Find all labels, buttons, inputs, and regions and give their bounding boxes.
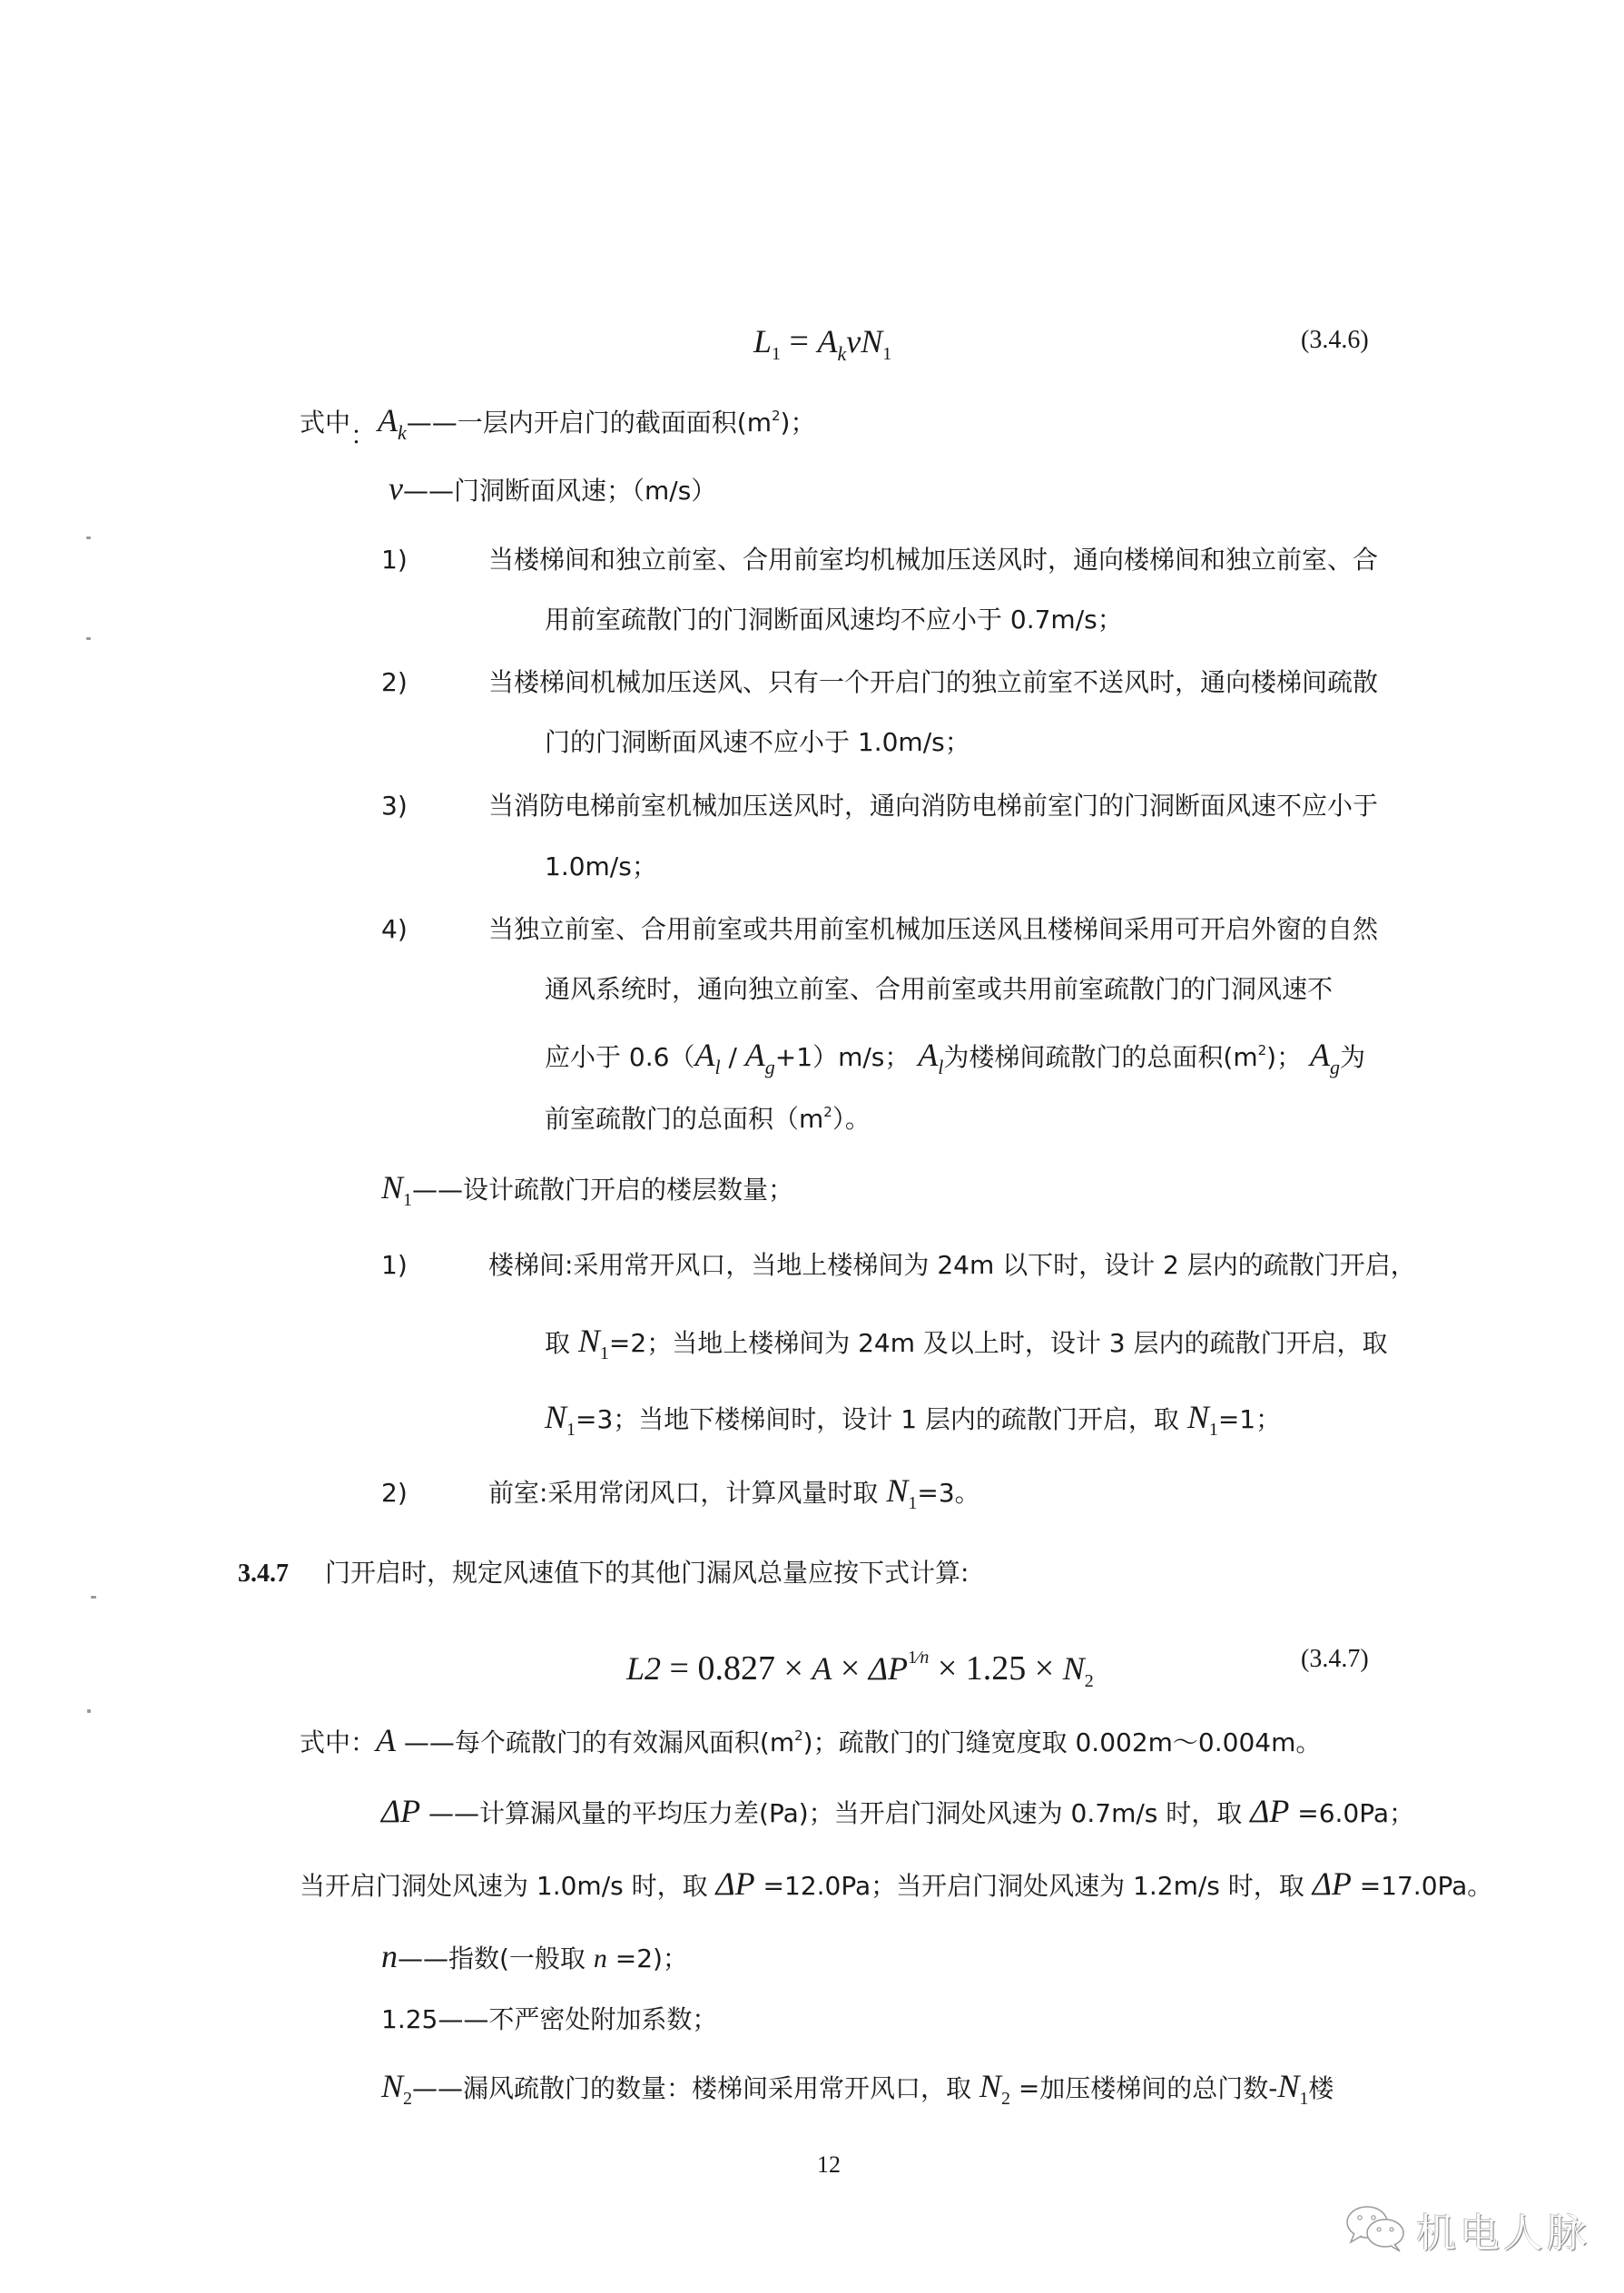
subscript: 1 <box>403 1190 413 1210</box>
scan-speck <box>86 536 91 539</box>
item-text: 前室:采用常闭风口，计算风量时取 <box>488 1478 887 1508</box>
list-item-continuation: 通风系统时，通向独立前室、合用前室或共用前室疏散门的门洞风速不 <box>545 974 1334 1004</box>
where-ak <box>300 398 815 454</box>
definition: =2)； <box>606 1944 688 1973</box>
definition: =17.0Pa。 <box>1351 1871 1493 1901</box>
definition-tail: )；疏散门的门缝宽度取 0.002m～0.004m。 <box>802 1727 1322 1757</box>
list-item-continuation <box>545 1399 1281 1448</box>
formula-subscript: 2 <box>1084 1671 1094 1691</box>
list-item <box>381 1247 1416 1284</box>
item-text: 前室疏散门的总面积（m <box>545 1104 824 1134</box>
formula-symbol: v <box>846 323 861 359</box>
where-colon: ： <box>350 420 377 450</box>
list-item <box>381 664 1378 701</box>
where-n <box>381 1938 688 1977</box>
where-a <box>300 1717 1321 1761</box>
item-text: =3；当地下楼梯间时，设计 1 层内的疏散门开启，取 <box>576 1404 1187 1434</box>
list-item-continuation <box>545 1094 871 1137</box>
item-text: 当楼梯间机械加压送风、只有一个开启门的独立前室不送风时，通向楼梯间疏散 <box>488 667 1379 697</box>
item-text: )； <box>1266 1042 1303 1072</box>
definition: =12.0Pa；当开启门洞处风速为 1.2m/s 时，取 <box>754 1871 1313 1901</box>
subscript: l <box>714 1056 721 1078</box>
where-coefficient: 1.25——不严密处附加系数； <box>381 2004 718 2034</box>
subscript: 1 <box>1208 1420 1218 1440</box>
equation-number: (3.4.7) <box>1301 1645 1369 1673</box>
symbol: ΔP <box>715 1865 755 1902</box>
superscript: 2 <box>794 1727 803 1744</box>
definition: =加压楼梯间的总门数- <box>1009 2073 1278 2103</box>
definition: ——漏风疏散门的数量：楼梯间采用常开风口，取 <box>412 2073 979 2103</box>
wechat-icon <box>1345 2204 1409 2255</box>
symbol: N <box>381 1169 404 1206</box>
list-item <box>381 542 1378 578</box>
symbol: N <box>979 2068 1001 2104</box>
symbol: ΔP <box>1312 1865 1352 1902</box>
list-item-continuation <box>545 1032 1365 1086</box>
subscript: 1 <box>599 1343 609 1363</box>
item-text: 应小于 0.6（ <box>545 1042 695 1072</box>
formula-3-4-7 <box>626 1636 1094 1703</box>
item-text: 当消防电梯前室机械加压送风时，通向消防电梯前室门的门洞断面风速不应小于 <box>488 791 1379 821</box>
superscript: 2 <box>1257 1042 1267 1058</box>
formula-operator: = 0.827 × <box>661 1649 812 1688</box>
list-item-continuation: 门的门洞断面风速不应小于 1.0m/s； <box>545 727 970 757</box>
formula-symbol: A <box>812 1650 832 1687</box>
symbol: N <box>577 1323 600 1359</box>
subscript: g <box>764 1056 775 1078</box>
symbol: N <box>886 1472 909 1509</box>
definition: ——计算漏风量的平均压力差(Pa)；当开启门洞处风速为 0.7m/s 时，取 <box>420 1798 1251 1828</box>
list-item <box>381 788 1378 824</box>
item-number: 1) <box>381 545 408 575</box>
symbol: N <box>1186 1399 1209 1435</box>
section-heading <box>238 1555 969 1592</box>
item-text: ）。 <box>832 1104 871 1134</box>
item-text: 取 <box>545 1328 578 1358</box>
where-label: 式中： <box>300 1727 377 1757</box>
definition: ——门洞断面风速；（m/s） <box>402 476 717 506</box>
operator: / <box>720 1042 745 1072</box>
symbol: A <box>918 1037 939 1073</box>
item-number: 2) <box>381 667 408 697</box>
subscript: k <box>398 421 407 444</box>
symbol: A <box>744 1037 765 1073</box>
symbol: N <box>1277 2068 1300 2104</box>
exponent-denominator: n <box>920 1648 930 1668</box>
formula-symbol: L2 <box>626 1650 662 1687</box>
subscript: 2 <box>1000 2089 1010 2109</box>
scan-speck <box>86 637 91 640</box>
formula-symbol: N <box>861 323 883 359</box>
definition: =6.0Pa； <box>1289 1798 1415 1828</box>
item-text: =2；当地上楼梯间为 24m 及以上时，设计 3 层内的疏散门开启，取 <box>608 1328 1388 1358</box>
item-text: 楼梯间:采用常开风口，当地上楼梯间为 24m 以下时，设计 2 层内的疏散门开启， <box>488 1250 1416 1280</box>
symbol: N <box>545 1399 567 1435</box>
formula-operator: × <box>832 1649 869 1688</box>
superscript: 2 <box>823 1104 832 1120</box>
list-item-continuation: 1.0m/s； <box>545 851 657 881</box>
symbol: ΔP <box>381 1793 421 1829</box>
item-text: 当独立前室、合用前室或共用前室机械加压送风且楼梯间采用可开启外窗的自然 <box>488 914 1379 944</box>
item-number: 1) <box>381 1250 408 1280</box>
symbol: ΔP <box>1250 1793 1290 1829</box>
list-item-continuation <box>545 1323 1388 1372</box>
where-dp-continuation <box>300 1865 1492 1904</box>
formula-symbol: L <box>753 323 773 359</box>
subscript: 1 <box>908 1493 918 1513</box>
subscript: 2 <box>403 2089 413 2109</box>
item-text: =3。 <box>917 1478 980 1508</box>
superscript: 2 <box>771 408 781 424</box>
watermark <box>1345 2200 1590 2259</box>
formula-exponent: 1⁄n <box>907 1648 930 1668</box>
item-number: 3) <box>381 791 408 821</box>
where-v <box>389 470 716 509</box>
subscript: 1 <box>1299 2089 1309 2109</box>
formula-subscript: k <box>837 342 847 365</box>
definition-tail: )； <box>780 408 816 438</box>
item-text: +1）m/s； <box>774 1042 910 1072</box>
scan-speck <box>91 1596 96 1599</box>
definition: ——每个疏散门的有效漏风面积(m <box>396 1727 795 1757</box>
where-n1 <box>381 1169 793 1218</box>
symbol: N <box>381 2068 404 2104</box>
definition: ——设计疏散门开启的楼层数量； <box>412 1175 794 1205</box>
symbol: A <box>694 1037 715 1073</box>
symbol: A <box>376 1722 397 1758</box>
subscript: l <box>938 1056 944 1078</box>
exponent-numerator: 1 <box>907 1648 917 1668</box>
subscript: 1 <box>566 1420 576 1440</box>
item-number: 4) <box>381 914 408 944</box>
section-number: 3.4.7 <box>238 1560 289 1588</box>
subscript: g <box>1330 1056 1340 1078</box>
symbol: v <box>389 470 403 507</box>
page-number: 12 <box>817 2151 841 2178</box>
item-text: 为楼梯间疏散门的总面积(m <box>943 1042 1258 1072</box>
formula-subscript: 1 <box>772 344 782 364</box>
item-text: =1； <box>1217 1404 1282 1434</box>
watermark-text: 机电人脉 <box>1416 2210 1590 2257</box>
section-title: 门开启时，规定风速值下的其他门漏风总量应按下式计算: <box>325 1558 969 1588</box>
equation-number: (3.4.6) <box>1301 326 1369 354</box>
item-text: 为 <box>1340 1042 1366 1072</box>
symbol: A <box>1310 1037 1330 1073</box>
list-item-continuation: 用前室疏散门的门洞断面风速均不应小于 0.7m/s； <box>545 605 1123 635</box>
symbol: A <box>378 402 399 438</box>
formula-operator: = <box>781 322 818 360</box>
where-label: 式中 <box>300 408 351 438</box>
definition: 当开启门洞处风速为 1.0m/s 时，取 <box>300 1871 716 1901</box>
definition: ——指数(一般取 <box>398 1944 594 1973</box>
item-number: 2) <box>381 1478 408 1508</box>
list-item <box>381 911 1378 948</box>
formula-subscript: 1 <box>882 344 892 364</box>
symbol: n <box>593 1944 607 1973</box>
formula-symbol: A <box>817 323 838 359</box>
list-item <box>381 1472 980 1521</box>
definition: ——一层内开启门的截面面积(m <box>406 408 772 438</box>
where-dp <box>381 1793 1414 1832</box>
formula-symbol: N <box>1062 1650 1085 1687</box>
symbol: n <box>381 1938 398 1974</box>
formula-symbol: ΔP <box>868 1650 908 1687</box>
scan-speck <box>87 1709 91 1713</box>
formula-3-4-6 <box>753 320 891 376</box>
formula-operator: × 1.25 × <box>929 1649 1063 1688</box>
definition: 楼 <box>1308 2073 1334 2103</box>
where-n2 <box>381 2068 1334 2117</box>
item-text: 当楼梯间和独立前室、合用前室均机械加压送风时，通向楼梯间和独立前室、合 <box>488 545 1379 575</box>
